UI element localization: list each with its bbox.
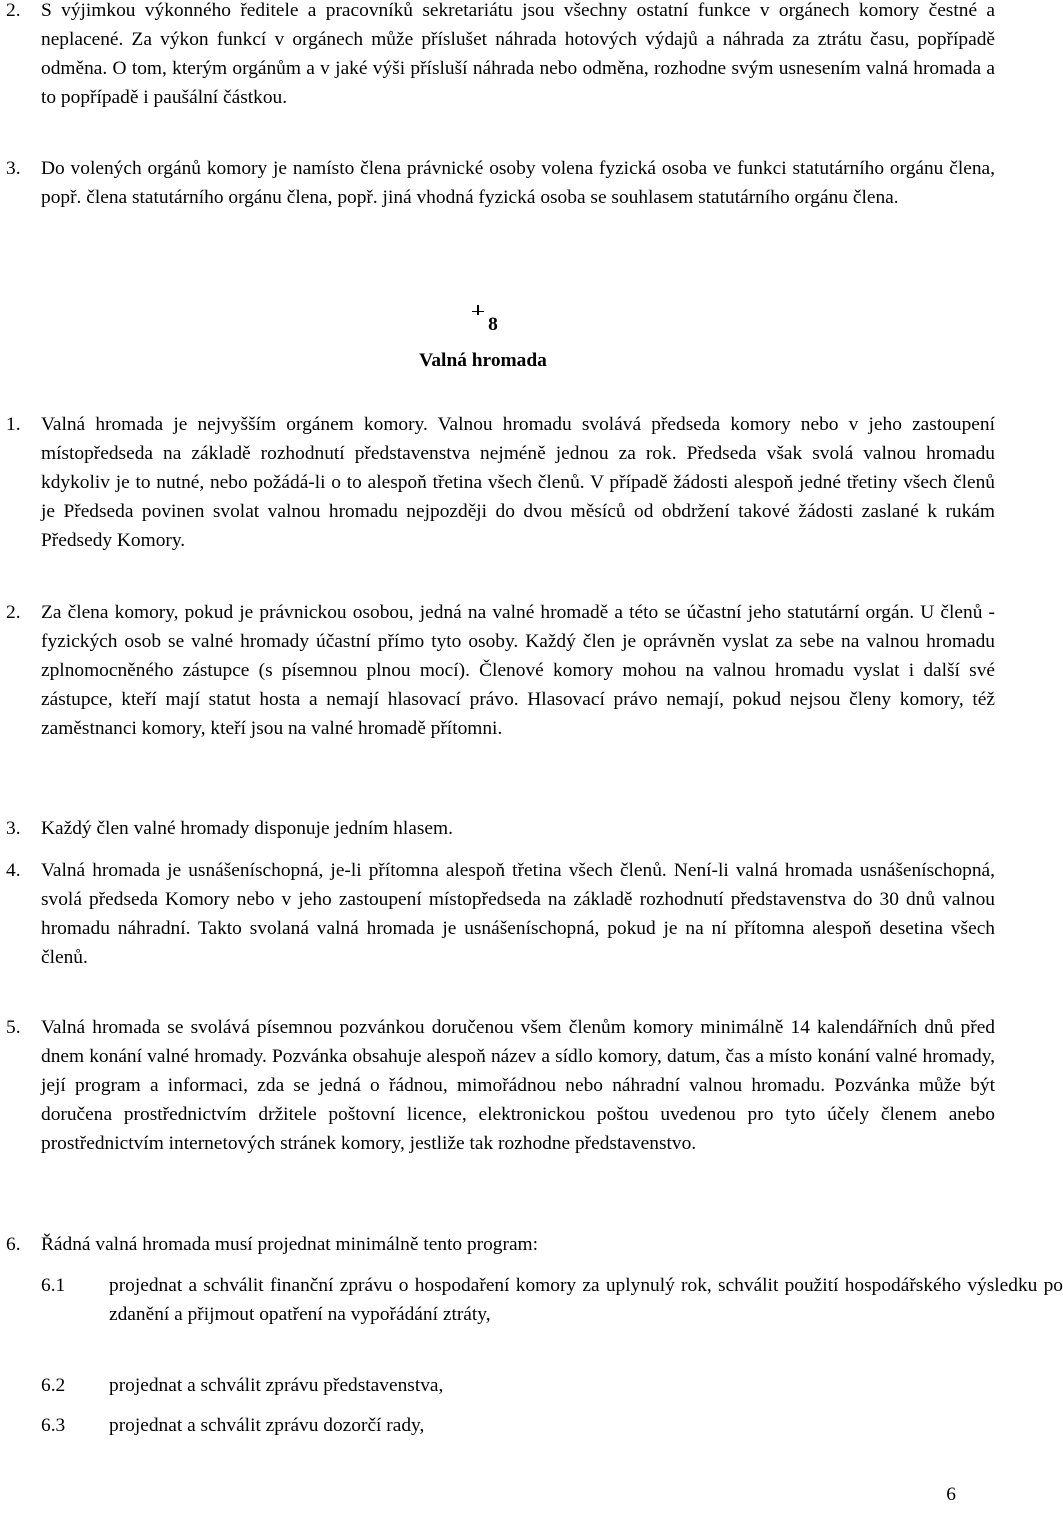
- list-item-5: [6, 1013, 995, 1158]
- list-item-text: Řádná valná hromada musí projednat minimálně tento program:: [41, 1234, 539, 1255]
- list-item-3: [6, 814, 995, 843]
- sub-item-6-2: [6, 1371, 1063, 1400]
- sub-item-6-3: [6, 1411, 1063, 1440]
- list-item-text: Za člena komory, pokud je právnickou osobou, jedná na valné hromadě a této se účastní jeho statutární orgán. U členů - fyzických osob se valné hromady účastní přímo tyto osoby. Každý člen je oprávněn vyslat za sebe na valnou hromadu zplnomocněného zástupce (s písemnou plnou mocí). Členové komory mohou na valnou hromadu vyslat i další své zástupce, kteří mají statut hosta a nemají hlasovací právo. Hlasovací právo nemají, pokud nejsou členy komory, též zaměstnanci komory, kteří jsou na valné hromadě přítomni.: [41, 602, 995, 739]
- list-item-2: [6, 598, 995, 743]
- list-item-6: [6, 1230, 995, 1259]
- list-item-number: 5.: [6, 1017, 21, 1038]
- section-title: Valná hromada: [419, 350, 547, 371]
- sub-item-number: 6.2: [41, 1375, 66, 1396]
- list-item-4: [6, 856, 995, 972]
- list-item-text: Každý člen valné hromady disponuje jedním hlasem.: [41, 818, 453, 839]
- paragraph-number: 2.: [6, 0, 21, 21]
- sub-item-text: projednat a schválit zprávu dozorčí rady,: [109, 1415, 425, 1436]
- section-heading: [6, 307, 960, 379]
- page-number: 6: [946, 1484, 956, 1505]
- paragraph-text: S výjimkou výkonného ředitele a pracovníků sekretariátu jsou všechny ostatní funkce v orgánech komory čestné a neplacené. Za výkon funkcí v orgánech může příslušet náhrada hotových výdajů a náhrada za ztrátu času, popřípadě odměna. O tom, kterým orgánům a v jaké výši přísluší náhrada nebo odměna, rozhodne svým usnesením valná hromada a to popřípadě i paušální částkou.: [41, 0, 995, 108]
- list-item-text: Valná hromada je nejvyšším orgánem komory. Valnou hromadu svolává předseda komory nebo v jeho zastoupení místopředseda na základě rozhodnutí představenstva nejméně jednou za rok. Předseda však svolá valnou hromadu kdykoliv je to nutné, nebo požádá-li o to alespoň třetina všech členů. V případě žádosti alespoň jedné třetiny všech členů je Předseda povinen svolat valnou hromadu nejpozději do dvou měsíců od obdržení takové žádosti zaslané k rukám Předsedy Komory.: [41, 414, 995, 551]
- paragraph-text: Do volených orgánů komory je namísto člena právnické osoby volena fyzická osoba ve funkci statutárního orgánu člena, popř. člena statutárního orgánu člena, popř. jiná vhodná fyzická osoba se souhlasem statutárního orgánu člena.: [41, 158, 995, 208]
- list-item-number: 6.: [6, 1234, 21, 1255]
- anchor-icon: [472, 307, 484, 312]
- paragraph-number: 3.: [6, 158, 21, 179]
- sub-item-text: projednat a schválit finanční zprávu o hospodaření komory za uplynulý rok, schválit použití hospodářského výsledku po zdanění a přijmout opatření na vypořádání ztráty,: [109, 1275, 1063, 1325]
- sub-item-number: 6.1: [41, 1275, 66, 1296]
- list-item-1: [6, 410, 995, 555]
- list-item-number: 3.: [6, 818, 21, 839]
- sub-item-number: 6.3: [41, 1415, 66, 1436]
- list-item-text: Valná hromada se svolává písemnou pozvánkou doručenou všem členům komory minimálně 14 kalendářních dnů před dnem konání valné hromady. Pozvánka obsahuje alespoň název a sídlo komory, datum, čas a místo konání valné hromady, její program a informaci, zda se jedná o řádnou, mimořádnou nebo náhradní valnou hromadu. Pozvánka může být doručena prostřednictvím držitele poštovní licence, elektronickou poštou uvedenou pro tyto účely členem anebo prostřednictvím internetových stránek komory, jestliže tak rozhodne představenstvo.: [41, 1017, 995, 1154]
- section-number: 8: [488, 314, 498, 335]
- sub-item-6-1: [6, 1271, 1063, 1329]
- paragraph-2: [6, 0, 995, 112]
- paragraph-3: [6, 154, 995, 212]
- list-item-text: Valná hromada je usnášeníschopná, je-li přítomna alespoň třetina všech členů. Není-li valná hromada usnášeníschopná, svolá předseda Komory nebo v jeho zastoupení místopředseda na základě rozhodnutí představenstva do 30 dnů valnou hromadu náhradní. Takto svolaná valná hromada je usnášeníschopná, pokud je na ní přítomna alespoň desetina všech členů.: [41, 860, 995, 968]
- list-item-number: 1.: [6, 414, 21, 435]
- list-item-number: 2.: [6, 602, 21, 623]
- list-item-number: 4.: [6, 860, 21, 881]
- sub-item-text: projednat a schválit zprávu představenstva,: [109, 1375, 444, 1396]
